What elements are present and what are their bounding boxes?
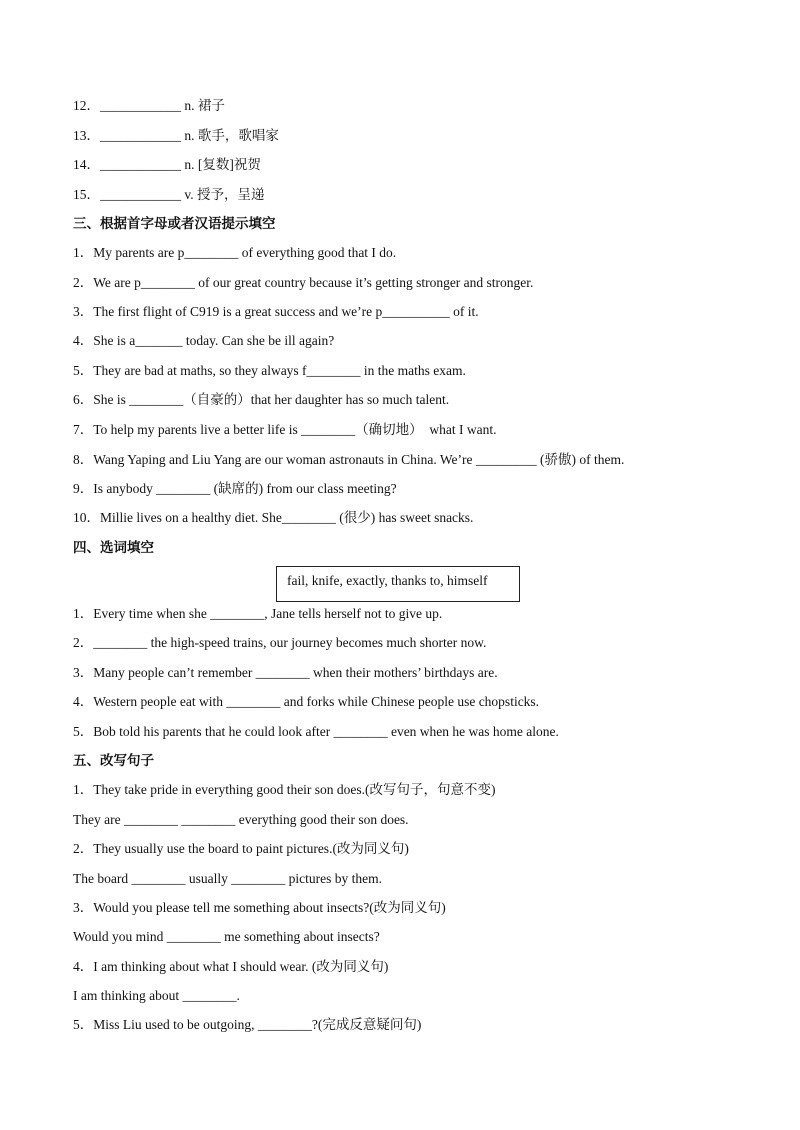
section-4-item-3: 3．Many people can’t remember ________ when their mothers’ birthdays are.: [73, 665, 498, 680]
section-4-item-2: 2．________ the high-speed trains, our journey becomes much shorter now.: [73, 635, 487, 650]
section-3-item-6: 6．She is ________（自豪的）that her daughter has so much talent.: [73, 392, 450, 407]
section-4-item-5: 5．Bob told his parents that he could look after ________ even when he was home alone.: [73, 724, 559, 739]
section-4-item-1: 1．Every time when she ________, Jane tells herself not to give up.: [73, 606, 443, 621]
section-5-answer-3: Would you mind ________ me something about insects?: [73, 929, 380, 944]
vocab-item-13: 13．____________ n. 歌手，歌唱家: [73, 128, 279, 143]
section-5-question-2: 2．They usually use the board to paint pictures.(改为同义句): [73, 841, 409, 856]
section-3-heading: 三、根据首字母或者汉语提示填空: [73, 216, 276, 232]
section-4-heading: 四、选词填空: [73, 540, 154, 556]
section-5-question-1: 1．They take pride in everything good their son does.(改写句子，句意不变): [73, 782, 496, 797]
vocab-item-14: 14．____________ n. [复数]祝贺: [73, 157, 261, 172]
section-3-item-8: 8．Wang Yaping and Liu Yang are our woman astronauts in China. We’re _________ (骄傲) of them.: [73, 452, 625, 467]
section-5-heading: 五、改写句子: [73, 753, 154, 769]
section-3-item-10: 10．Millie lives on a healthy diet. She________ (很少) has sweet snacks.: [73, 510, 474, 525]
section-3-item-9: 9．Is anybody ________ (缺席的) from our class meeting?: [73, 481, 397, 496]
section-5-question-4: 4．I am thinking about what I should wear. (改为同义句): [73, 959, 389, 974]
word-box-text: fail, knife, exactly, thanks to, himself: [287, 573, 488, 588]
section-5-answer-1: They are ________ ________ everything good their son does.: [73, 812, 409, 827]
vocab-item-12: 12．____________ n. 裙子: [73, 98, 225, 113]
section-3-item-4: 4．She is a_______ today. Can she be ill again?: [73, 333, 335, 348]
vocab-item-15: 15．____________ v. 授予，呈递: [73, 187, 265, 202]
word-box: [276, 566, 520, 602]
section-5-question-5: 5．Miss Liu used to be outgoing, ________?(完成反意疑问句): [73, 1017, 422, 1032]
section-3-item-2: 2．We are p________ of our great country because it’s getting stronger and stronger.: [73, 275, 534, 290]
section-5-answer-4: I am thinking about ________.: [73, 988, 240, 1003]
section-3-item-3: 3．The first flight of C919 is a great success and we’re p__________ of it.: [73, 304, 479, 319]
section-3-item-7: 7．To help my parents live a better life is ________（确切地） what I want.: [73, 422, 497, 437]
section-3-item-5: 5．They are bad at maths, so they always f________ in the maths exam.: [73, 363, 466, 378]
section-5-answer-2: The board ________ usually ________ pictures by them.: [73, 871, 382, 886]
section-3-item-1: 1．My parents are p________ of everything good that I do.: [73, 245, 397, 260]
section-5-question-3: 3．Would you please tell me something about insects?(改为同义句): [73, 900, 446, 915]
section-4-item-4: 4．Western people eat with ________ and forks while Chinese people use chopsticks.: [73, 694, 540, 709]
